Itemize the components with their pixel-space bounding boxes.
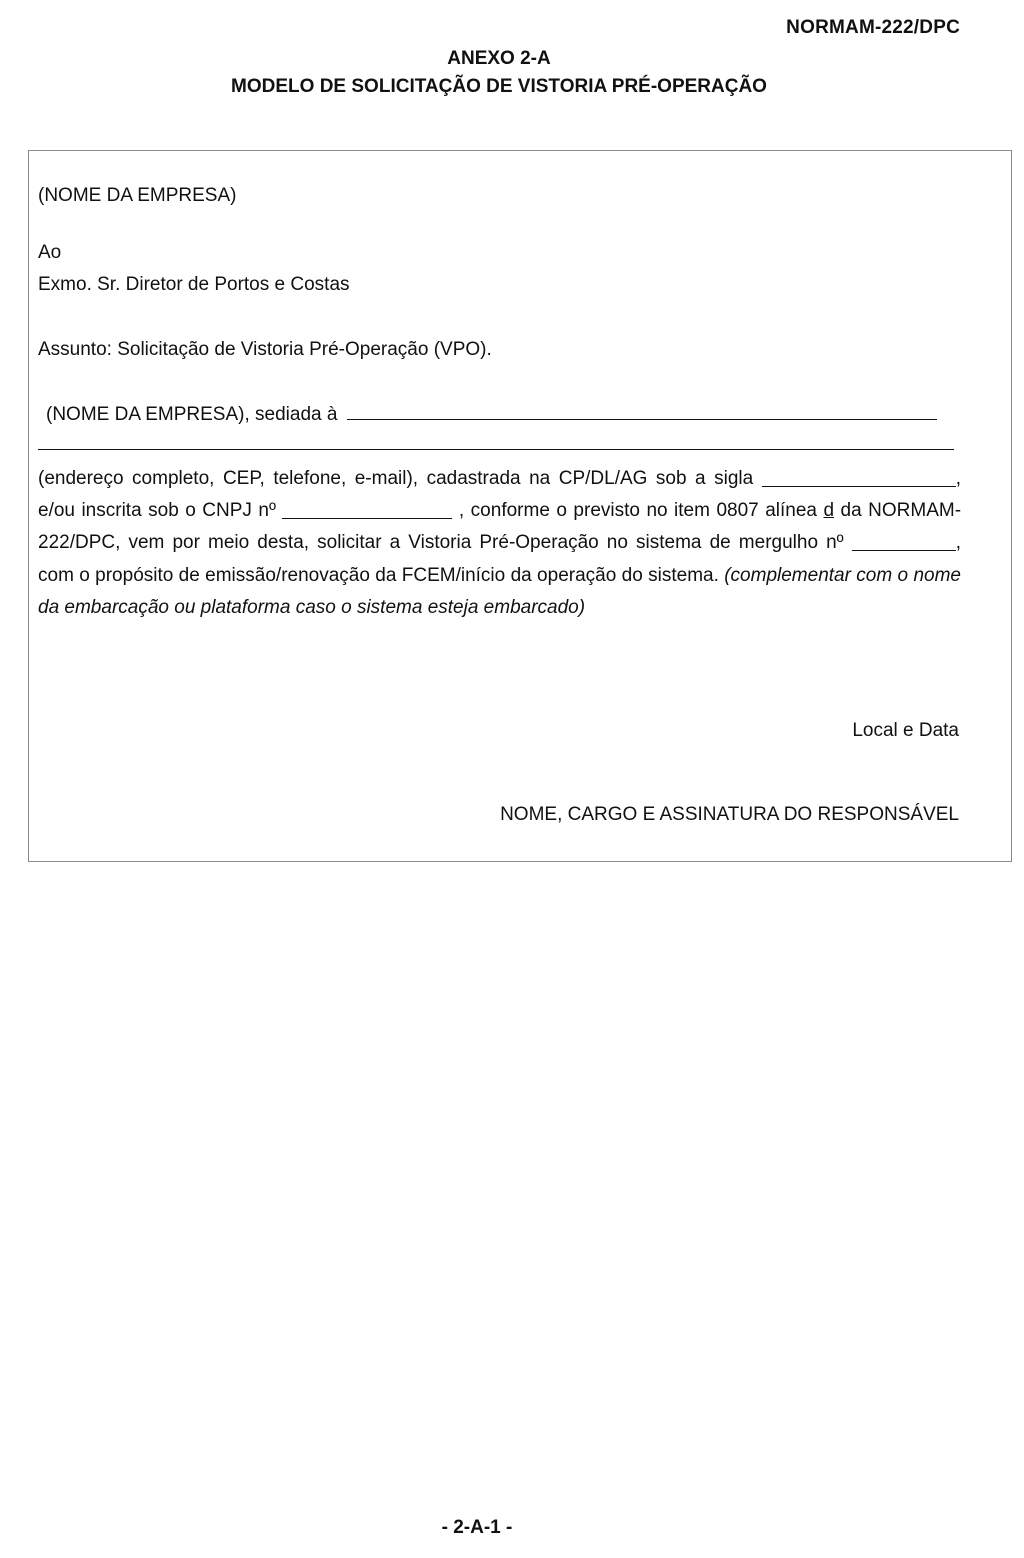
normam-text: da NORMAM-222/DPC, vem por meio desta, solicitar a Vistoria Pré-Operação no sistema de mergulho nº — [38, 500, 962, 554]
address-continuation-blank[interactable] — [38, 449, 954, 450]
address-blank[interactable] — [347, 401, 937, 420]
alinea-letter: d — [823, 500, 835, 522]
intro-text: (NOME DA EMPRESA), sediada à — [46, 404, 338, 425]
request-form-frame — [28, 150, 1012, 862]
document-code: NORMAM-222/DPC — [786, 17, 960, 38]
intro-line — [46, 401, 937, 429]
company-name-placeholder: (NOME DA EMPRESA) — [38, 185, 237, 206]
cnpj-text: , e/ou inscrita sob o CNPJ nº — [38, 468, 962, 522]
signature-line: NOME, CARGO E ASSINATURA DO RESPONSÁVEL — [500, 804, 959, 825]
page-number: - 2-A-1 - — [441, 1517, 513, 1538]
request-body-paragraph — [38, 463, 961, 624]
diving-system-number-blank[interactable] — [852, 530, 956, 551]
salutation-line: Ao — [38, 242, 62, 263]
complement-note: (complementar com o nome da embarcação ou plataforma caso o sistema esteja embarcado) — [38, 564, 961, 618]
document-title: MODELO DE SOLICITAÇÃO DE VISTORIA PRÉ-OPERAÇÃO — [231, 76, 767, 97]
recipient-line: Exmo. Sr. Diretor de Portos e Costas — [38, 274, 350, 295]
acronym-blank[interactable] — [762, 466, 956, 487]
annex-title: ANEXO 2-A — [447, 48, 551, 69]
item-text: , conforme o previsto no item 0807 alínea — [458, 500, 817, 522]
subject-line: Assunto: Solicitação de Vistoria Pré-Operação (VPO). — [38, 339, 492, 360]
cnpj-blank[interactable] — [282, 498, 452, 519]
document-heading — [0, 45, 998, 101]
purpose-text: , com o propósito de emissão/renovação da FCEM/início da operação do sistema. — [38, 532, 961, 586]
address-hint-text: (endereço completo, CEP, telefone, e-mail), cadastrada na CP/DL/AG sob a sigla — [38, 468, 754, 489]
place-date-line: Local e Data — [852, 720, 959, 741]
